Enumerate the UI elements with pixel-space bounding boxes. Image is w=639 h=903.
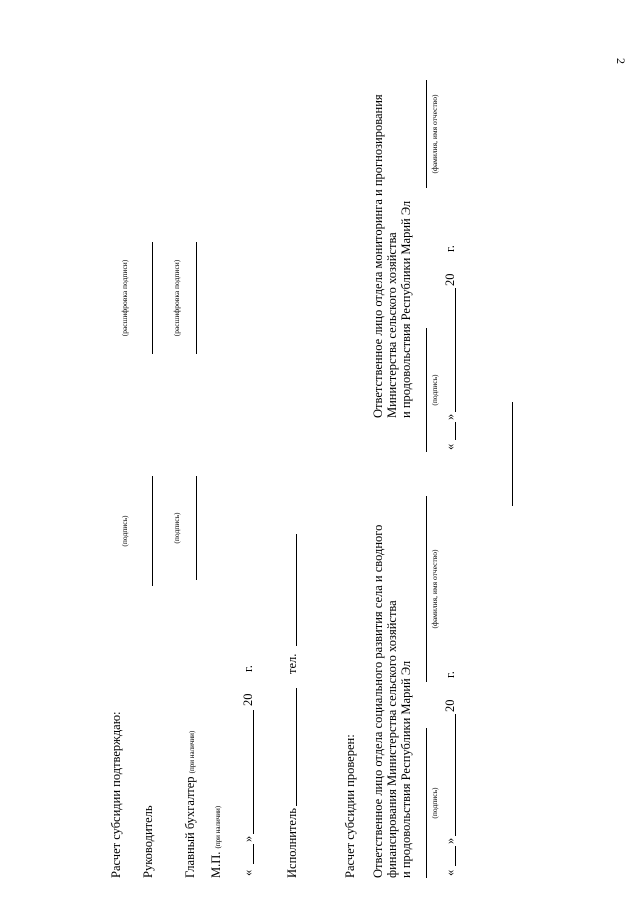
right-responsible-line-3: и продовольствия Республики Марий Эл [399,200,413,418]
left-fio-line [426,496,427,682]
chief-accountant-signature-caption: (подпись) [172,512,181,544]
checked-heading: Расчет субсидии проверен: [343,734,357,878]
right-fio-caption: (фамилия, имя отчество) [430,94,439,174]
director-label: Руководитель [141,805,155,878]
right-fio-line [426,80,427,188]
left-date-year-suffix: г. [443,671,457,678]
closing-separator-line [512,402,513,506]
right-date-year-prefix: 20 [443,273,457,286]
confirm-date-month-line [253,710,254,834]
left-responsible-line-3: и продовольствия Республики Марий Эл [399,660,413,878]
phone-line [296,534,297,646]
right-date-month-line [455,288,456,412]
chief-accountant-label [184,731,197,878]
director-decoding-caption: (расшифровка подписи) [120,259,129,337]
chief-accountant-text: Главный бухгалтер [183,776,197,878]
stamp-text: М.П. [209,851,223,878]
executor-label: Исполнитель [285,808,299,878]
confirm-date-open-quote: « [241,869,255,876]
page-number: 2 [614,58,628,64]
executor-name-line [296,688,297,806]
right-date-year-suffix: г. [443,245,457,252]
right-signature-caption: (подпись) [430,374,439,406]
chief-accountant-note: (при наличии) [188,730,196,774]
signature-form [92,18,639,878]
confirm-date-day-line [253,844,254,864]
confirm-date-close-quote: » [241,835,255,842]
chief-accountant-signature-line [196,476,197,580]
right-responsible-line-2: Министерства сельского хозяйства [385,232,399,418]
left-date-close-quote: » [443,837,457,844]
director-signature-line [152,476,153,586]
chief-accountant-decoding-caption: (расшифровка подписи) [172,259,181,337]
left-date-year-prefix: 20 [443,699,457,712]
left-signature-caption: (подпись) [430,787,439,819]
phone-label: тел. [285,653,299,674]
chief-accountant-decoding-line [196,242,197,354]
left-responsible-line-1: Ответственное лицо отдела социального развития села и сводного [371,524,385,878]
left-responsible-line-2: финансирования Министерства сельского хозяйства [385,600,399,878]
director-decoding-line [152,242,153,354]
stamp-label [210,806,223,878]
right-signature-line [426,328,427,452]
confirm-date-year-prefix: 20 [241,693,255,706]
director-signature-caption: (подпись) [120,515,129,547]
stamp-note: (при наличии) [214,805,222,849]
left-fio-caption: (фамилия, имя отчество) [430,549,439,629]
confirm-date-year-suffix: г. [241,665,255,672]
right-responsible-line-1: Ответственное лицо отдела мониторинга и прогнозирования [371,94,385,418]
confirm-heading: Расчет субсидии подтверждаю: [109,711,123,878]
right-date-close-quote: » [443,413,457,420]
right-date-open-quote: « [443,443,457,450]
right-date-day-line [455,422,456,440]
left-date-day-line [455,846,456,866]
left-date-open-quote: « [443,869,457,876]
left-signature-line [426,728,427,878]
left-date-month-line [455,714,456,836]
